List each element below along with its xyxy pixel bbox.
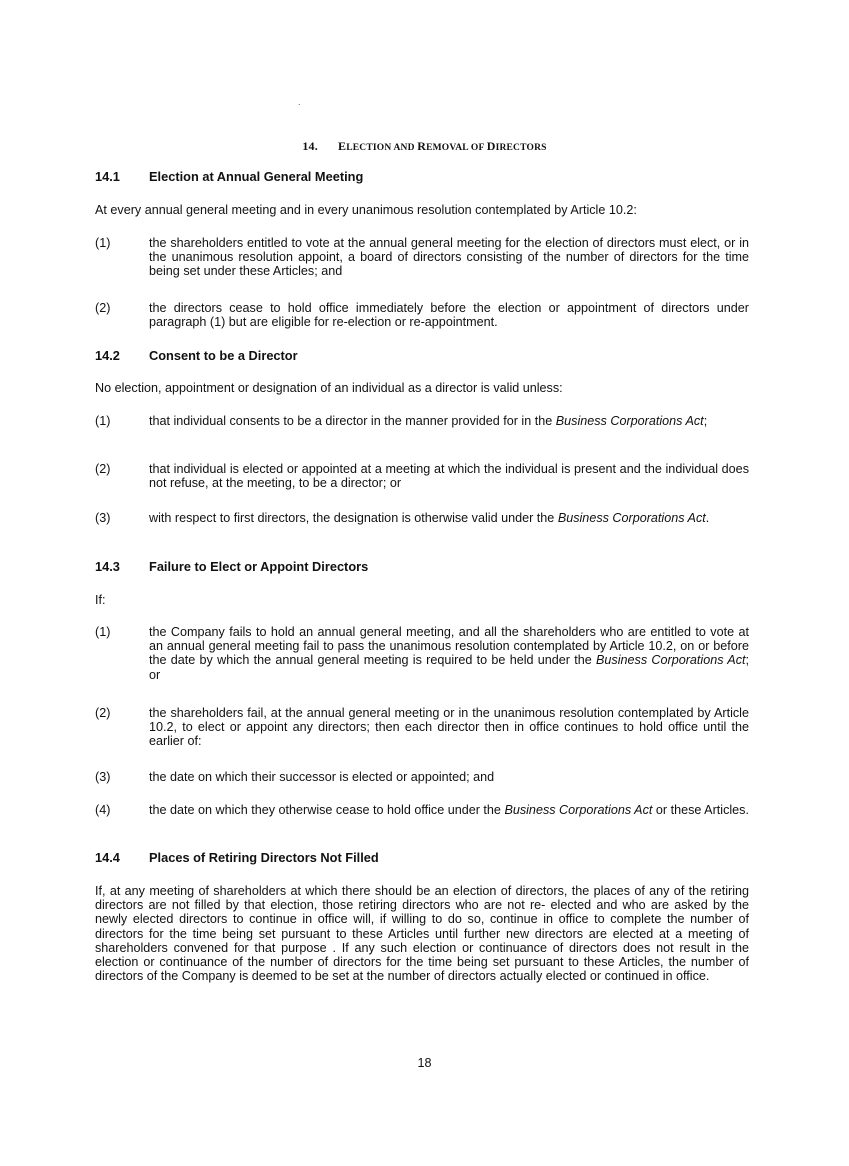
page-number: 18: [417, 1056, 432, 1070]
list-item: (4) the date on which they otherwise cease to hold office under the Business Corporations Act or these Articles.: [95, 803, 749, 817]
article-number: 14.: [302, 139, 318, 153]
section-heading-14-1: 14.1 Election at Annual General Meeting: [95, 169, 364, 184]
section-14-2-intro: No election, appointment or designation of an individual as a director is valid unless:: [95, 381, 563, 395]
section-heading-14-3: 14.3 Failure to Elect or Appoint Directors: [95, 559, 369, 574]
section-14-3-intro: If:: [95, 593, 106, 607]
section-heading-14-4: 14.4 Places of Retiring Directors Not Filled: [95, 850, 379, 865]
list-item: (1) that individual consents to be a director in the manner provided for in the Business Corporations Act;: [95, 414, 708, 428]
list-item: (2) the shareholders fail, at the annual general meeting or in the unanimous resolution contemplated by Article 10.2, to elect or appoint any directors; then each director then in office continues to hold office until the earlier of:: [95, 706, 749, 749]
list-item: (2) that individual is elected or appointed at a meeting at which the individual is present and the individual does not refuse, at the meeting, to be a director; or: [95, 462, 749, 491]
section-heading-14-2: 14.2 Consent to be a Director: [95, 348, 298, 363]
page-mark: .: [298, 97, 301, 107]
list-item: (3) with respect to first directors, the designation is otherwise valid under the Business Corporations Act.: [95, 511, 710, 525]
list-item: (1) the shareholders entitled to vote at the annual general meeting for the election of directors must elect, or in the unanimous resolution appoint, a board of directors consisting of the number of directors for the time being set under these Articles; and: [95, 236, 749, 279]
list-item: (3) the date on which their successor is elected or appointed; and: [95, 770, 495, 784]
list-item: (2) the directors cease to hold office immediately before the election or appointment of directors under paragraph (1) but are eligible for re-election or re-appointment.: [95, 301, 749, 330]
section-14-4-body: If, at any meeting of shareholders at which there should be an election of directors, the places of any of the retiring directors are not filled by that election, those retiring directors who are not re- elected and who are asked by the newly elected directors to continue in office will, if willing to do so, continue in office to complete the number of directors for the time being set pursuant to these Articles until further new directors are elected at a meeting of shareholders convened for that purpose . If any such election or continuance of directors does not result in the election or continuance of the number of directors for the time being set pursuant to these Articles, the number of directors of the Company is deemed to be set at the number of directors actually elected or continued in office.: [95, 884, 749, 984]
article-heading: 14. ELECTION AND REMOVAL OF DIRECTORS: [302, 139, 547, 153]
section-14-1-intro: At every annual general meeting and in every unanimous resolution contemplated by Article 10.2:: [95, 203, 637, 217]
list-item: (1) the Company fails to hold an annual general meeting, and all the shareholders who are entitled to vote at an annual general meeting fail to pass the unanimous resolution contemplated by Article 10.2, on or before the date by which the annual general meeting is required to be held under the Business Corporations Act; or: [95, 625, 749, 682]
